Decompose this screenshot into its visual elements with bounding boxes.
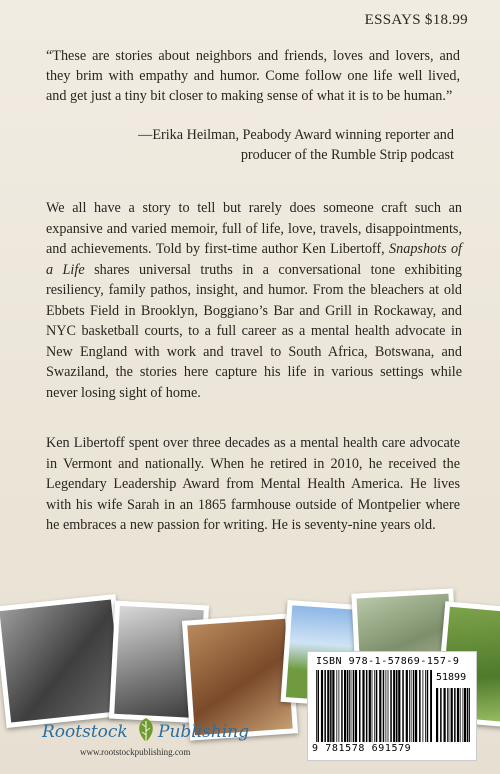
isbn-barcode <box>307 651 477 761</box>
author-bio: Ken Libertoff spent over three decades as a mental health care advocate in Vermont and nationally. When he retired in 2010, he received the Legendary Leadership Award from Mental Health America. He lives with his wife Sarah in an 1865 farmhouse outside of Montpelier where he embraces a new passion for writing. He is seventy-nine years old. <box>46 435 460 533</box>
leaf-icon <box>134 716 158 744</box>
publisher-logo <box>42 716 250 746</box>
book-description <box>46 198 462 403</box>
description-part-1: We all have a story to tell but rarely does someone craft such an expansive and varied memoir, full of life, love, travels, disappointments, and achievements. Told by first-time author Ken Libertoff, <box>46 200 462 257</box>
endorsement-attribution <box>60 125 454 165</box>
publisher-url: www.rootstockpublishing.com <box>80 747 191 757</box>
book-title-italic: Snapshots of a Life <box>46 241 462 278</box>
ean-number: 9 781578 691579 <box>312 743 412 754</box>
description-part-2: shares universal truths in a conversational tone exhibiting resiliency, family pathos, insight, and humor. From the bleachers at old Ebbets Field in Brooklyn, Boggiano’s Bar and Grill in Rockaway, and NYC basketball courts, to a full career as a mental health advocate in New England with work and travel to South Africa, Botswana, and Swaziland, the stories here capture his life in various settings while never losing sight of home. <box>46 261 463 401</box>
barcode-addon-number: 51899 <box>436 672 467 683</box>
isbn-text: ISBN 978-1-57869-157-9 <box>316 656 460 667</box>
endorsement-quote: “These are stories about neighbors and friends, loves and lovers, and they brim with empathy and humor. Come follow one life well lived, and get just a tiny bit closer to making sense of what it is to be human.” <box>46 48 460 104</box>
price-label: ESSAYS $18.99 <box>364 12 468 28</box>
addon-barcode-bars <box>436 688 470 742</box>
attribution-line-1: —Erika Heilman, Peabody Award winning reporter and <box>138 127 454 143</box>
publisher-name-left: Rootstock <box>42 722 128 742</box>
publisher-name-right: Publishing <box>158 722 250 742</box>
attribution-line-2: producer of the Rumble Strip podcast <box>240 147 454 163</box>
ean-barcode-bars <box>316 670 432 742</box>
